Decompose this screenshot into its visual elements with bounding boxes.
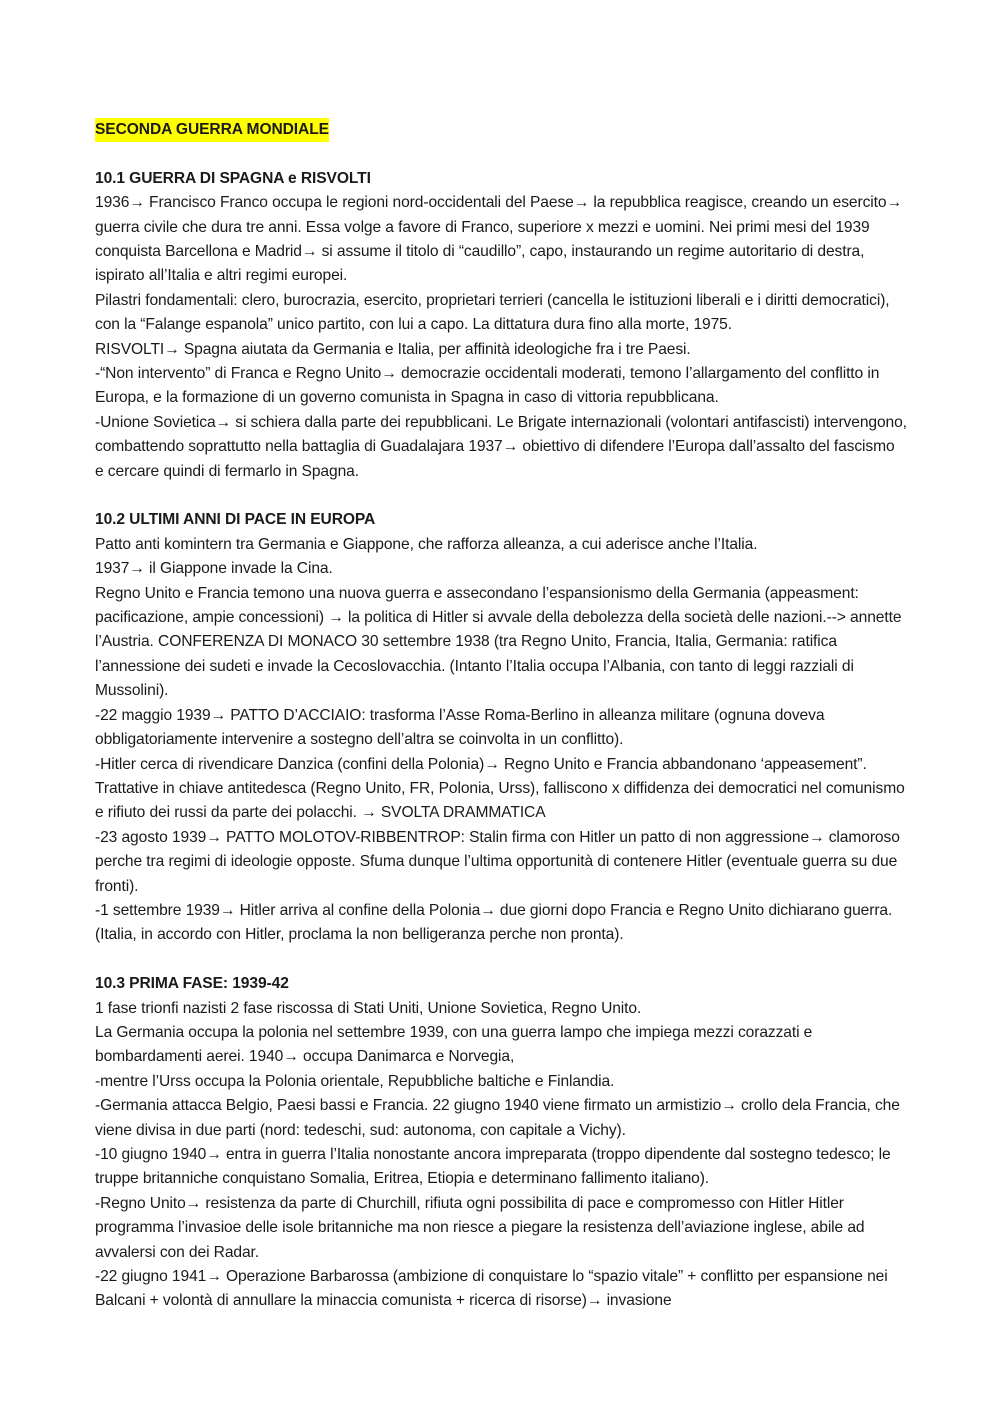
paragraph: Patto anti komintern tra Germania e Giappone, che rafforza alleanza, a cui aderisce anche l’Italia. [95, 535, 758, 553]
paragraph: -10 giugno 1940→ entra in guerra l’Italia nonostante ancora impreparata (troppo dipendente dal sostegno tedesco; le truppe britanniche conquistano Somalia, Eritrea, Etiopia e determinano fallimento italiano). [95, 1146, 891, 1188]
paragraph: RISVOLTI→ Spagna aiutata da Germania e Italia, per affinità ideologiche fra i tre Paesi. [95, 340, 691, 358]
paragraph: -Hitler cerca di rivendicare Danzica (confini della Polonia)→ Regno Unito e Francia abbandonano ‘appeasement”. Trattative in chiave antitedesca (Regno Unito, FR, Polonia, Urss), falliscono x diffidenza dei democratici nel comunismo e rifiuto dei russi da parte dei polacchi. → SVOLTA DRAMMATICA [95, 755, 905, 822]
paragraph: 1937→ il Giappone invade la Cina. [95, 560, 333, 578]
document-title: SECONDA GUERRA MONDIALE [95, 118, 329, 142]
paragraph: Regno Unito e Francia temono una nuova guerra e assecondano l’espansionismo della Germania (appeasment: pacificazione, ampie concessioni) → la politica di Hitler si avvale della debolezza della società delle nazioni.--> annette l’Austria. CONFERENZA DI MONACO 30 settembre 1938 (tra Regno Unito, Francia, Italia, Germania: ratifica l’annessione dei sudeti e invade la Cecoslovacchia. (Intanto l’Italia occupa l’Albania, con tanto di leggi razziali di Mussolini). [95, 584, 902, 700]
paragraph: -1 settembre 1939→ Hitler arriva al confine della Polonia→ due giorni dopo Francia e Regno Unito dichiarano guerra. (Italia, in accordo con Hitler, proclama la non belligeranza perche non pronta). [95, 901, 893, 944]
section-10-1 [95, 167, 907, 484]
paragraph: Pilastri fondamentali: clero, burocrazia, esercito, proprietari terrieri (cancella le istituzioni liberali e i diritti democratici), con la “Falange espanola” unico partito, con lui a capo. La dittatura dura fino alla morte, 1975. [95, 291, 890, 334]
section-heading: 10.3 PRIMA FASE: 1939-42 [95, 975, 289, 993]
paragraph: -23 agosto 1939→ PATTO MOLOTOV-RIBBENTROP: Stalin firma con Hitler un patto di non aggressione→ clamoroso perche tra regimi di ideologie opposte. Sfuma dunque l’ultima opportunità di contenere Hitler (eventuale guerra su due fronti). [95, 828, 900, 895]
title-block [95, 118, 907, 142]
section-heading: 10.2 ULTIMI ANNI DI PACE IN EUROPA [95, 511, 376, 529]
section-10-2 [95, 508, 907, 947]
paragraph: -Germania attacca Belgio, Paesi bassi e Francia. 22 giugno 1940 viene firmato un armistizio→ crollo dela Francia, che viene divisa in due parti (nord: tedeschi, sud: autonoma, con capitale a Vichy). [95, 1097, 900, 1139]
section-10-3 [95, 972, 907, 1314]
paragraph: La Germania occupa la polonia nel settembre 1939, con una guerra lampo che impiega mezzi corazzati e bombardamenti aerei. 1940→ occupa Danimarca e Norvegia, [95, 1023, 813, 1066]
paragraph: -Unione Sovietica→ si schiera dalla parte dei repubblicani. Le Brigate internazionali (volontari antifascisti) intervengono, combattendo soprattutto nella battaglia di Guadalajara 1937→ obiettivo di difendere l’Europa dall’assalto del fascismo e cercare quindi di fermarlo in Spagna. [95, 413, 907, 480]
paragraph: -22 giugno 1941→ Operazione Barbarossa (ambizione di conquistare lo “spazio vitale” + conflitto per espansione nei Balcani + volontà di annullare la minaccia comunista + ricerca di risorse)→ invasione [95, 1268, 888, 1310]
paragraph: -“Non intervento” di Franca e Regno Unito→ democrazie occidentali moderati, temono l’allargamento del conflitto in Europa, e la formazione di un governo comunista in Spagna in caso di vittoria repubblicana. [95, 365, 880, 407]
paragraph: 1936→ Francisco Franco occupa le regioni nord-occidentali del Paese→ la repubblica reagisce, creando un esercito→ guerra civile che dura tre anni. Essa volge a favore di Franco, superiore x mezzi e uomini. Nei primi mesi del 1939 conquista Barcellona e Madrid→ si assume il titolo di “caudillo”, capo, instaurando un regime autoritario di destra, ispirato all’Italia e altri regimi europei. [95, 194, 902, 285]
paragraph: -mentre l’Urss occupa la Polonia orientale, Repubbliche baltiche e Finlandia. [95, 1072, 615, 1090]
section-heading: 10.1 GUERRA DI SPAGNA e RISVOLTI [95, 169, 371, 187]
paragraph: -Regno Unito→ resistenza da parte di Churchill, rifiuta ogni possibilita di pace e compromesso con Hitler Hitler programma l’invasioe delle isole britanniche ma non riesce a piegare la resistenza dell’aviazione inglese, abile ad avvalersi con dei Radar. [95, 1194, 865, 1261]
paragraph: 1 fase trionfi nazisti 2 fase riscossa di Stati Uniti, Unione Sovietica, Regno Unito. [95, 999, 642, 1017]
document-body [95, 118, 907, 1314]
paragraph: -22 maggio 1939→ PATTO D’ACCIAIO: trasforma l’Asse Roma-Berlino in alleanza militare (ognuna doveva obbligatoriamente intervenire a sostegno dell’altra se coinvolta in un conflitto). [95, 706, 825, 749]
